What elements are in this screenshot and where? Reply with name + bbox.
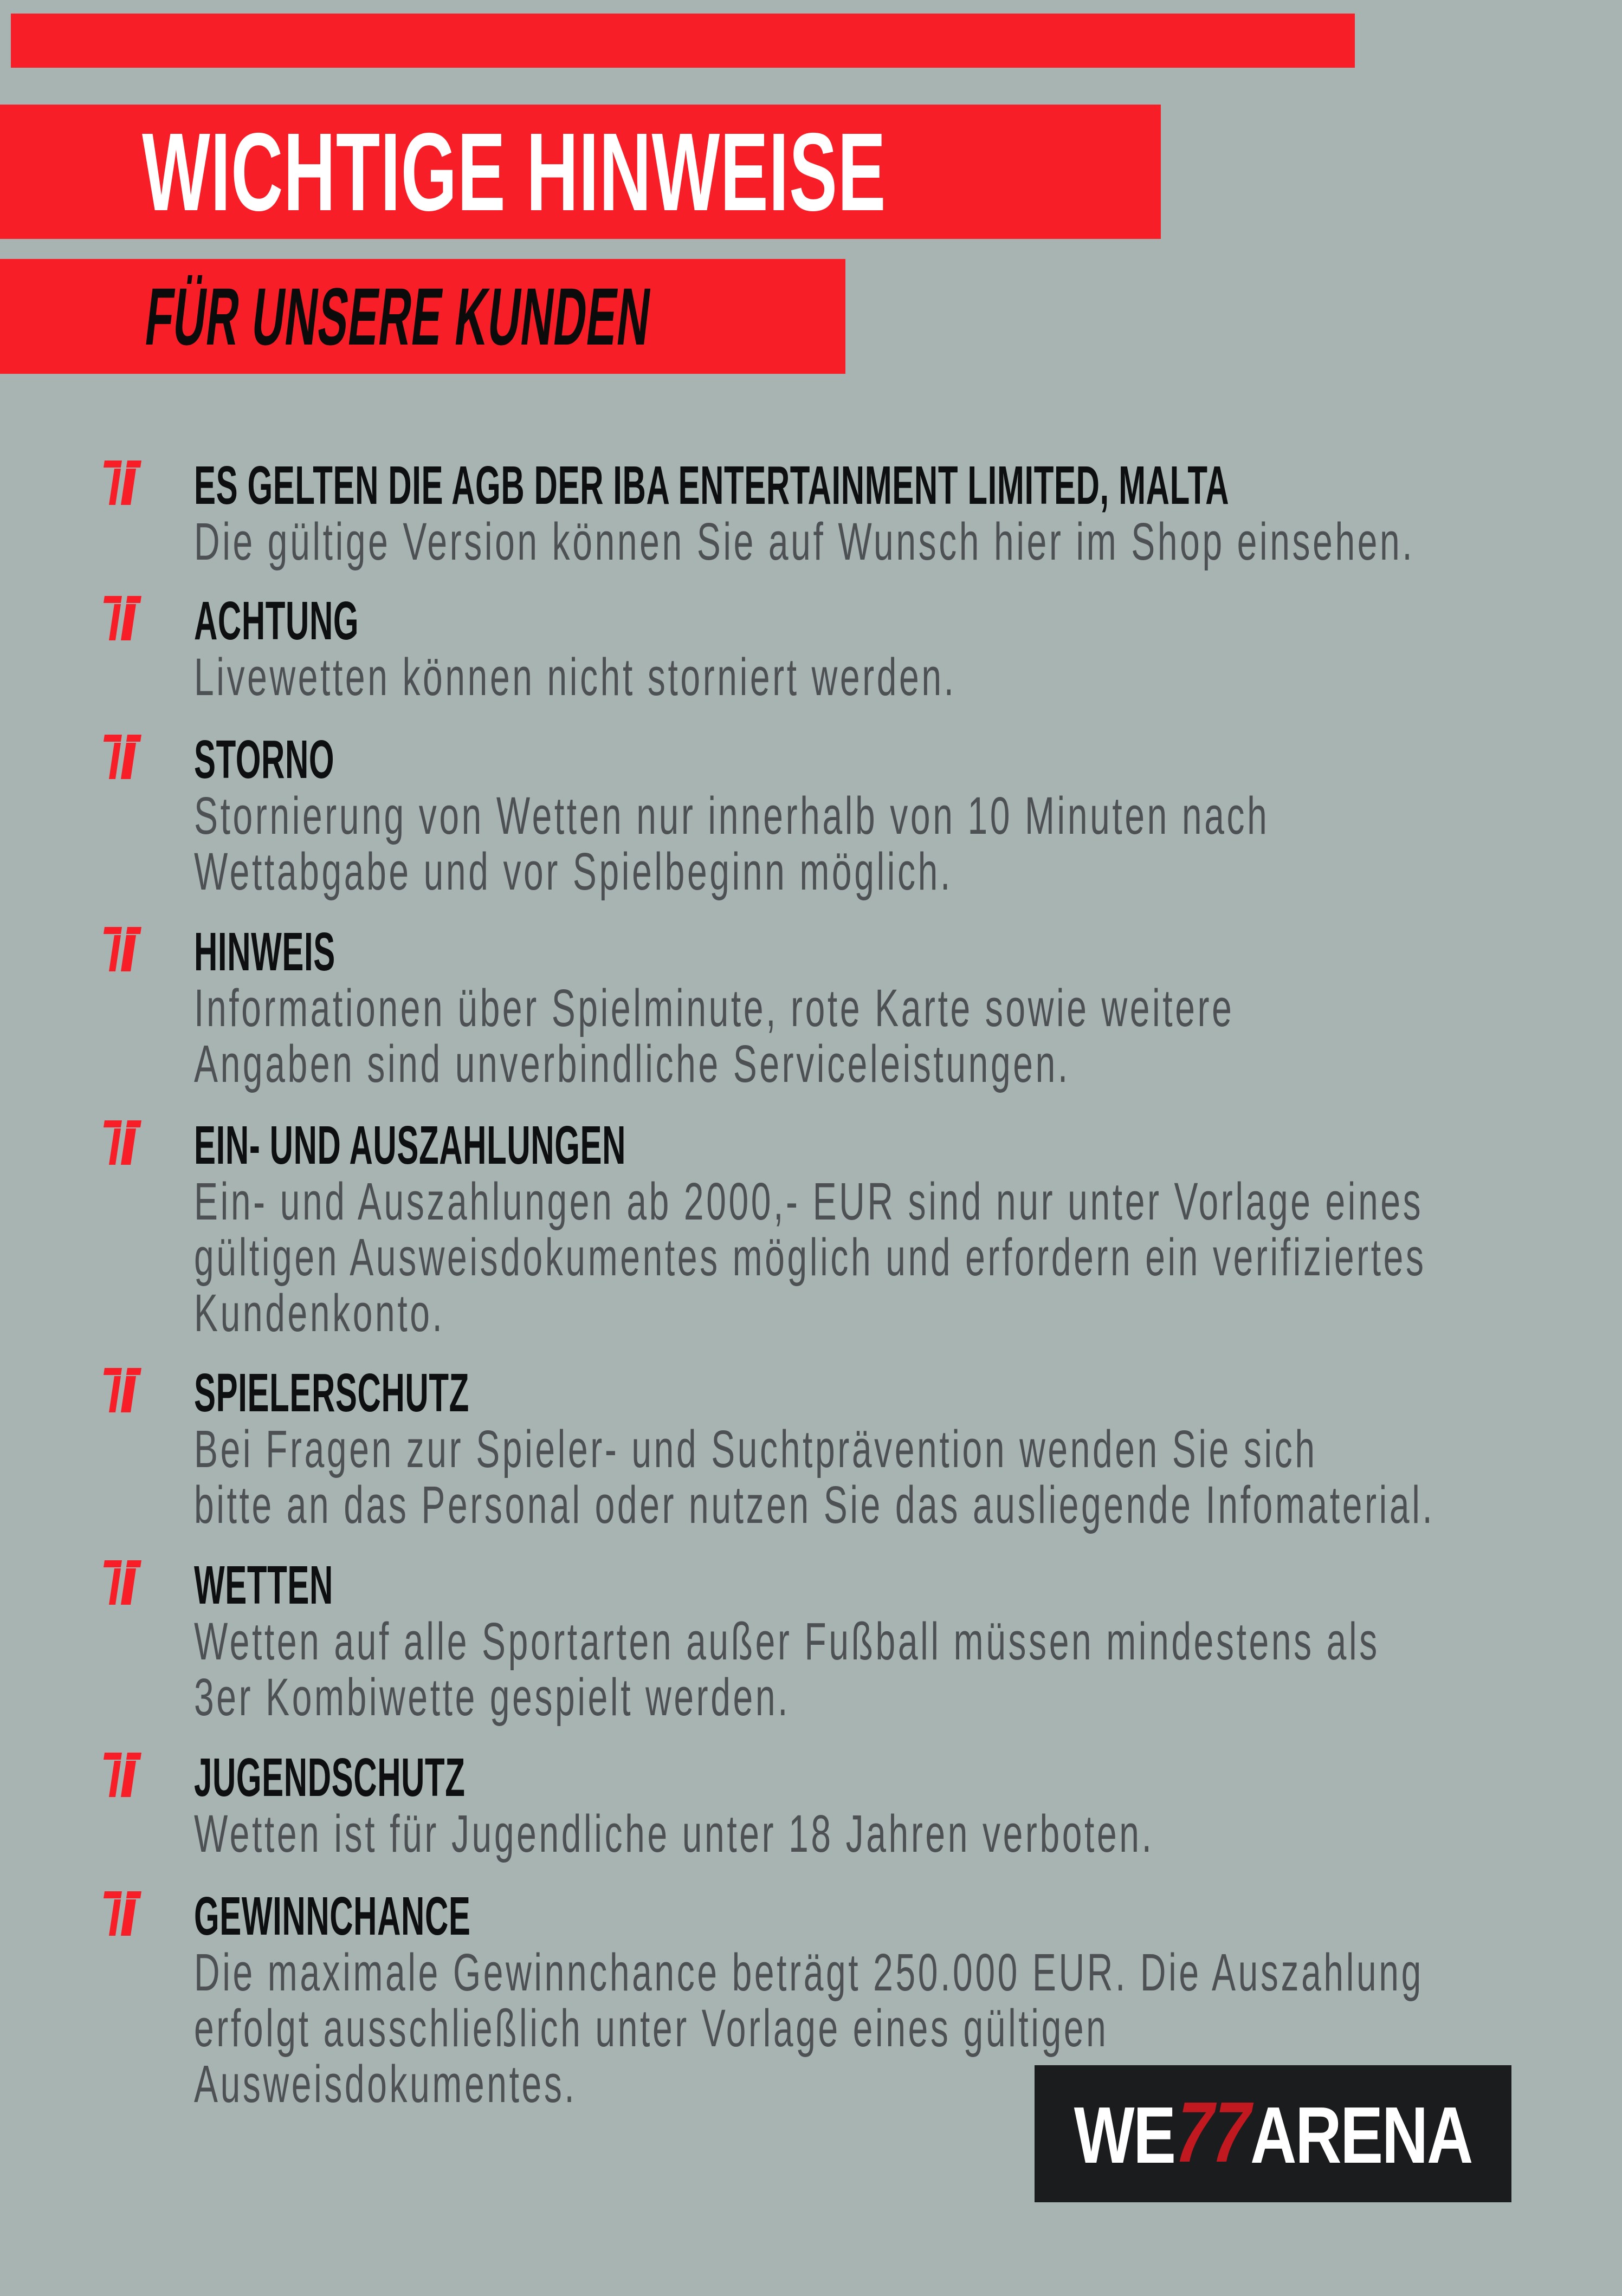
list-item: [100, 731, 1563, 899]
item-heading: ES GELTEN DIE AGB DER IBA ENTERTAINMENT LIMITED, MALTA: [194, 455, 1230, 516]
wettarena-logo: [1035, 2065, 1511, 2202]
item-heading: WETTEN: [194, 1555, 333, 1616]
item-text-line: erfolgt ausschließlich unter Vorlage eines gültigen: [194, 1999, 1109, 2058]
wettarena-mark-icon: [100, 1120, 141, 1165]
item-text-line: 3er Kombiwette gespielt werden.: [194, 1668, 791, 1727]
item-text-line: Wetten ist für Jugendliche unter 18 Jahren verboten.: [194, 1804, 1154, 1863]
item-heading: HINWEIS: [194, 922, 335, 982]
list-item: [100, 593, 1563, 705]
wettarena-mark-icon: [100, 461, 141, 505]
wettarena-logo-text: [1074, 2084, 1472, 2181]
logo-we: WE: [1074, 2091, 1175, 2181]
wettarena-mark-icon: [100, 1560, 141, 1605]
item-heading: SPIELERSCHUTZ: [194, 1363, 469, 1423]
title-banner: [0, 105, 1161, 239]
item-text-line: Die maximale Gewinnchance beträgt 250.000 EUR. Die Auszahlung: [194, 1943, 1424, 2002]
item-text-line: Livewetten können nicht storniert werden.: [194, 647, 957, 706]
item-text-line: Stornierung von Wetten nur innerhalb von 10 Minuten nach: [194, 786, 1270, 845]
page-subtitle: FÜR UNSERE KUNDEN: [141, 271, 656, 362]
item-text-line: Angaben sind unverbindliche Serviceleistungen.: [194, 1034, 1070, 1093]
page-title: WICHTIGE HINWEISE: [142, 109, 887, 234]
item-heading: ACHTUNG: [194, 591, 359, 651]
item-text-line: Informationen über Spielminute, rote Karte sowie weitere: [194, 978, 1235, 1037]
item-text-line: Ausweisdokumentes.: [194, 2054, 577, 2113]
item-text-line: Wetten auf alle Sportarten außer Fußball müssen mindestens als: [194, 1612, 1380, 1671]
list-item: [100, 1557, 1563, 1725]
list-item: [100, 1117, 1563, 1341]
wettarena-mark-icon: [100, 927, 141, 971]
subtitle-banner: [0, 259, 845, 374]
item-text-line: Ein- und Auszahlungen ab 2000,- EUR sind nur unter Vorlage eines: [194, 1172, 1424, 1231]
item-text-line: gültigen Ausweisdokumentes möglich und erfordern ein verifiziertes: [194, 1228, 1426, 1287]
wettarena-mark-icon: [100, 735, 141, 779]
wettarena-mark-icon: [100, 1753, 141, 1797]
logo-77-mark: 77: [1166, 2084, 1259, 2181]
list-item: [100, 1749, 1563, 1862]
list-item: [100, 924, 1563, 1092]
top-accent-bar: [11, 14, 1355, 68]
wettarena-mark-icon: [100, 1891, 141, 1936]
item-text-line: bitte an das Personal oder nutzen Sie das ausliegende Infomaterial.: [194, 1475, 1435, 1534]
item-heading: EIN- UND AUSZAHLUNGEN: [194, 1115, 626, 1176]
wettarena-mark-icon: [100, 596, 141, 640]
list-item: [100, 1365, 1563, 1533]
item-text-line: Die gültige Version können Sie auf Wunsch hier im Shop einsehen.: [194, 512, 1415, 571]
item-text-line: Kundenkonto.: [194, 1283, 445, 1342]
item-text-line: Wettabgabe und vor Spielbeginn möglich.: [194, 842, 953, 901]
logo-arena: ARENA: [1250, 2091, 1472, 2181]
item-heading: JUGENDSCHUTZ: [194, 1747, 466, 1808]
list-item: [100, 457, 1563, 569]
item-text-line: Bei Fragen zur Spieler- und Suchtprävention wenden Sie sich: [194, 1419, 1317, 1478]
item-heading: GEWINNCHANCE: [194, 1886, 471, 1947]
wettarena-mark-icon: [100, 1368, 141, 1412]
item-heading: STORNO: [194, 729, 335, 790]
